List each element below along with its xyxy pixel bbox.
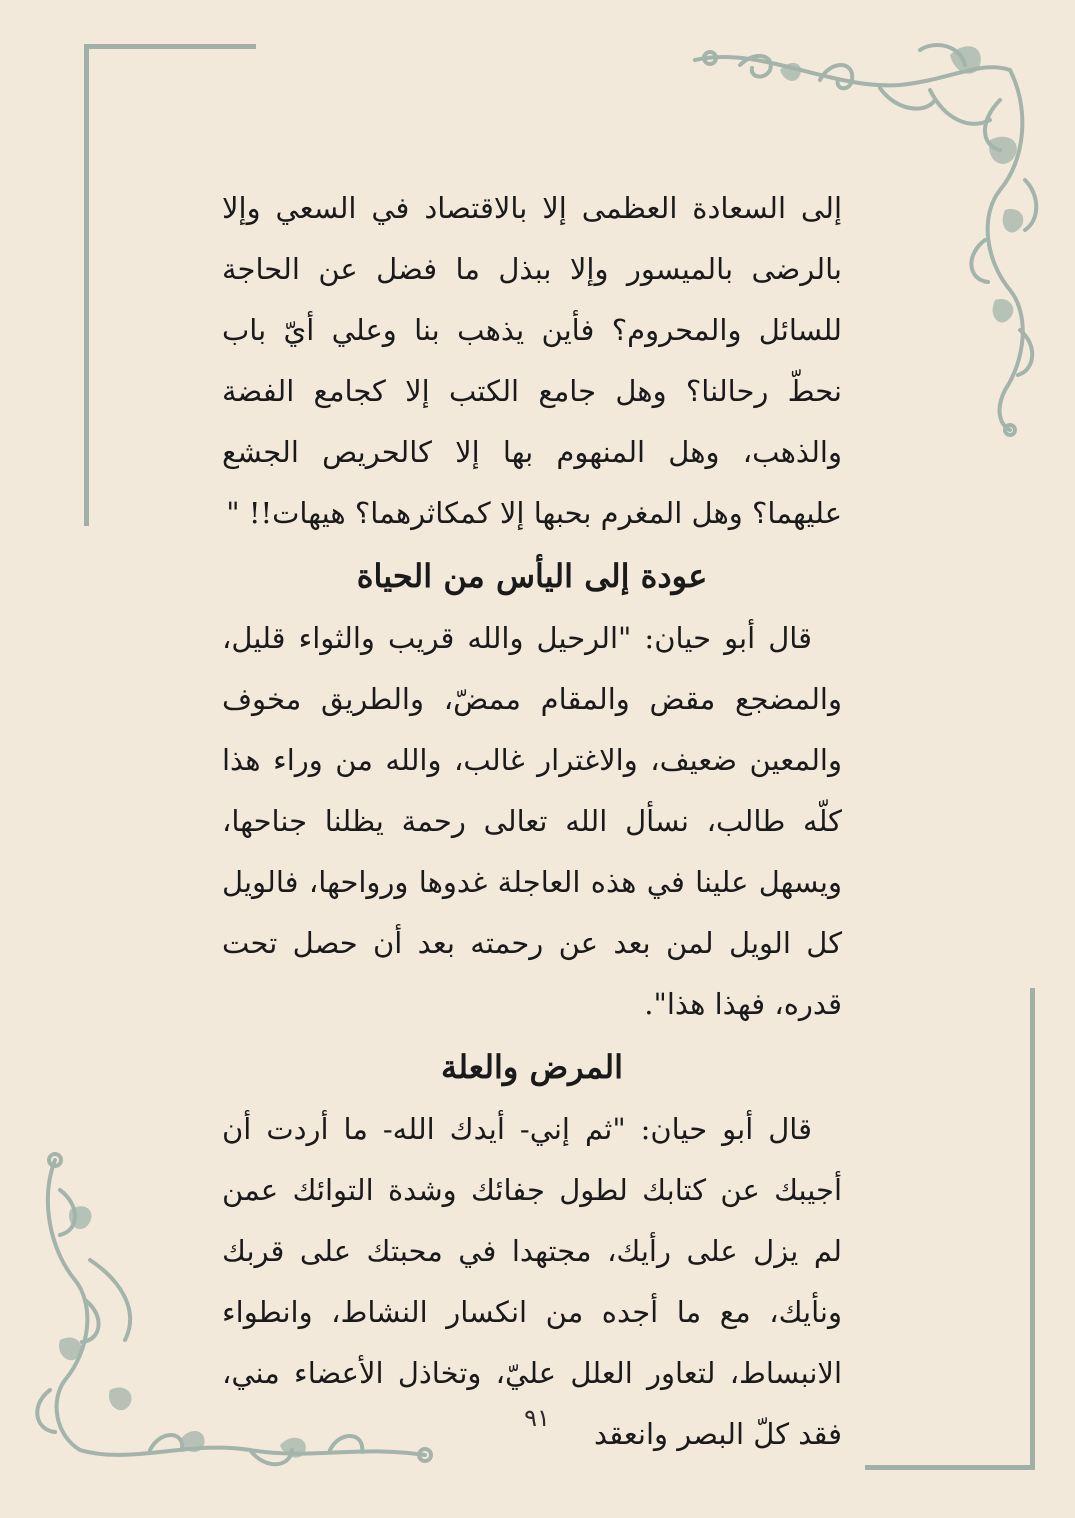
page-content bbox=[222, 178, 842, 1465]
heading-illness: المرض والعلة bbox=[441, 1048, 623, 1086]
frame-bottom-right-vertical bbox=[1030, 988, 1035, 1470]
frame-bottom-right-horizontal bbox=[865, 1465, 1035, 1470]
body-paragraph-1: إلى السعادة العظمى إلا بالاقتصاد في السعي وإلا بالرضى بالميسور وإلا ببذل ما فضل عن الحاجة للسائل والمحروم؟ فأين يذهب بنا وعلي أيّ باب نحطّ رحالنا؟ وهل جامع الكتب إلا كجامع الفضة والذهب، وهل المنهوم بها إلا كالحريص الجشع عليهما؟ وهل المغرم بحبها إلا كمكاثرهما؟ هيهات!! " bbox=[222, 191, 842, 530]
body-paragraph-3: قال أبو حيان: "ثم إني- أيدك الله- ما أردت أن أجيبك عن كتابك لطول جفائك وشدة التوائك عمن لم يزل على رأيك، مجتهدا في محبتك على قربك ونأيك، مع ما أجده من انكسار النشاط، وانطواء الانبساط، لتعاور العلل عليّ، وتخاذل الأعضاء مني، فقد كلّ البصر وانعقد bbox=[222, 1112, 842, 1451]
page-number: ٩١ bbox=[524, 1404, 550, 1432]
frame-top-left-horizontal bbox=[84, 44, 256, 49]
heading-return-to-despair: عودة إلى اليأس من الحياة bbox=[356, 557, 708, 595]
frame-top-left-vertical bbox=[84, 44, 89, 526]
body-paragraph-2: قال أبو حيان: "الرحيل والله قريب والثواء قليل، والمضجع مقض والمقام ممضّ، والطريق مخوف والمعين ضعيف، والاغترار غالب، والله من وراء هذا كلّه طالب، نسأل الله تعالى رحمة يظلنا جناحها، ويسهل علينا في هذه العاجلة غدوها ورواحها، فالويل كل الويل لمن بعد عن رحمته بعد أن حصل تحت قدره، فهذا هذا". bbox=[222, 621, 842, 1021]
